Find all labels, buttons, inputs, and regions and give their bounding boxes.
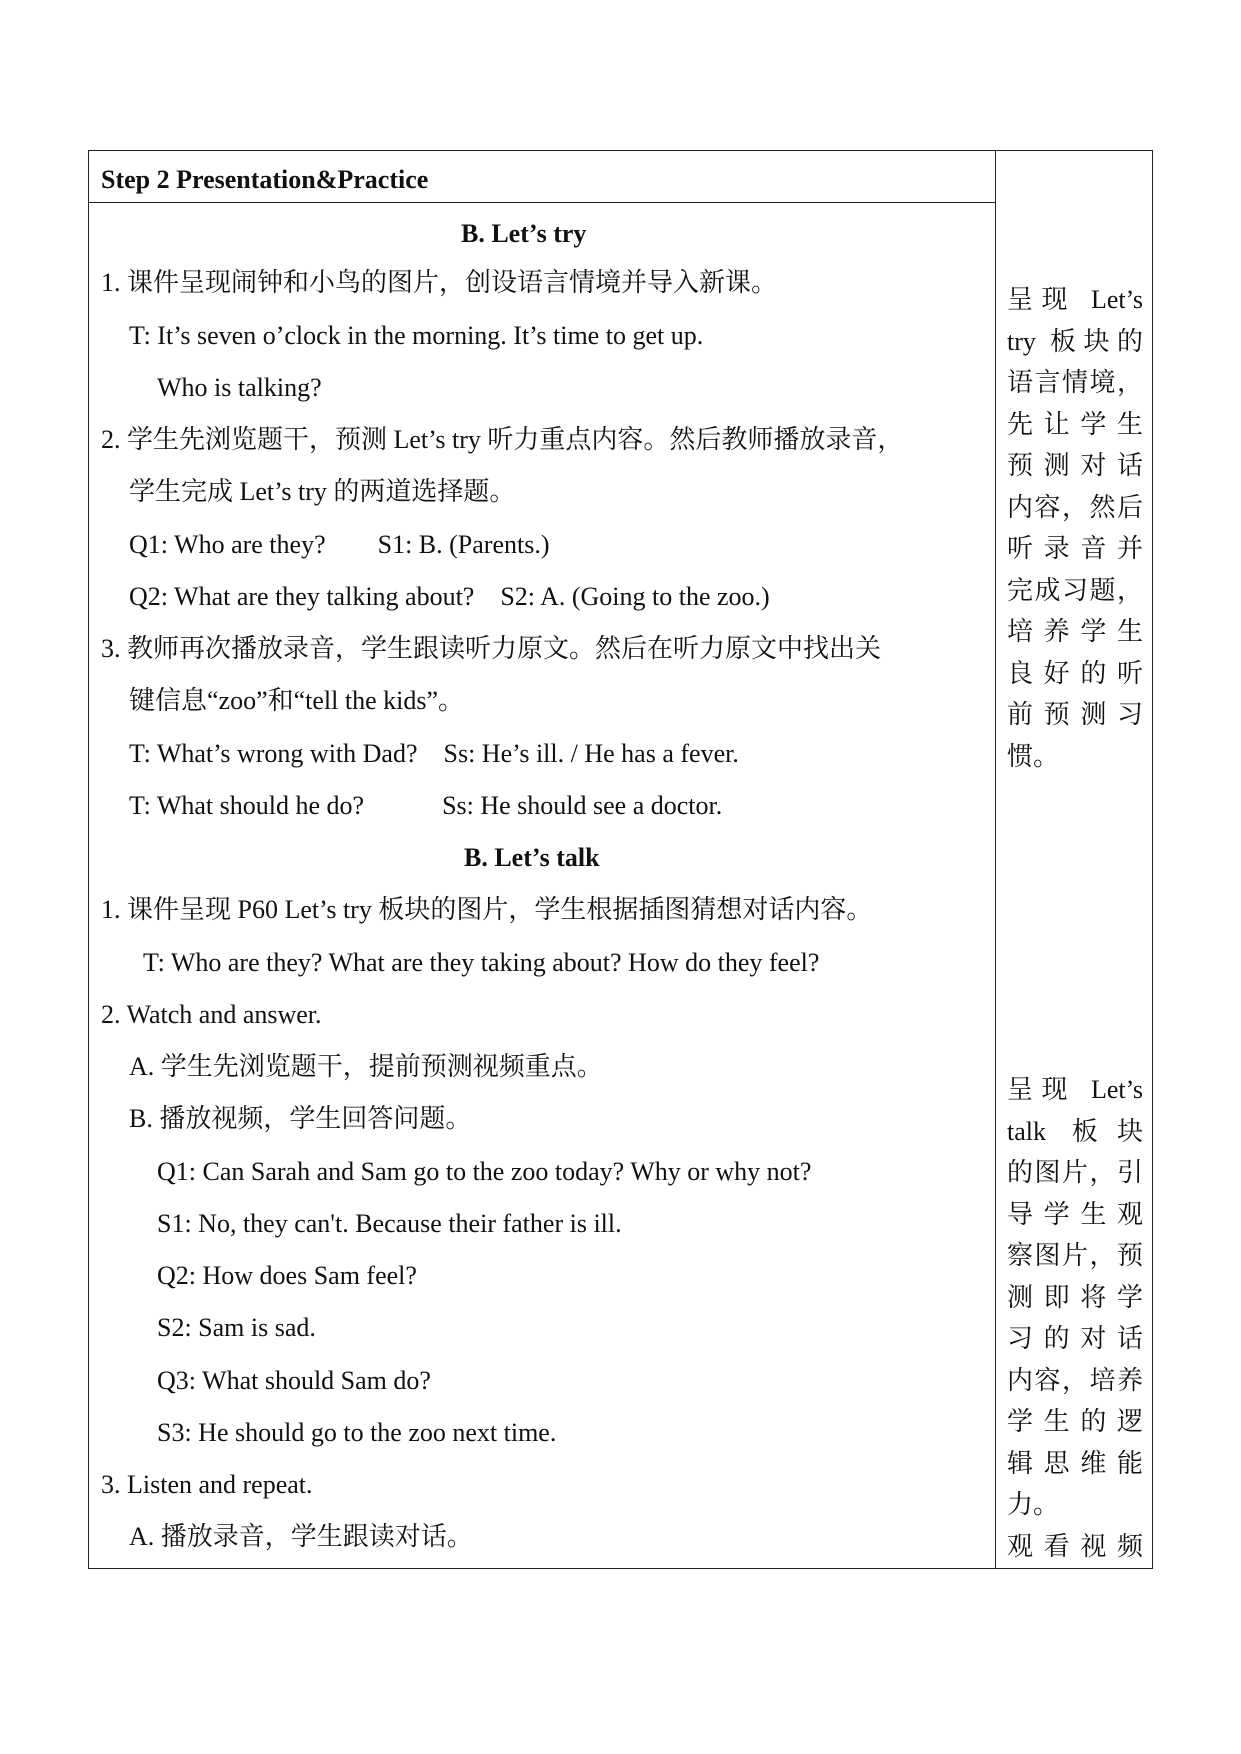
talk-line-4: A. 学生先浏览题干，提前预测视频重点。: [129, 1052, 603, 1081]
talk-section-heading: B. Let’s talk: [464, 843, 600, 872]
try-note-line: 惯。: [1007, 741, 1060, 771]
try-line-4: 2. 学生先浏览题干，预测 Let’s try 听力重点内容。然后教师播放录音，: [101, 425, 904, 454]
talk-line-5: B. 播放视频，学生回答问题。: [129, 1104, 472, 1133]
column-divider: [995, 151, 996, 1568]
try-line-6: Q1: Who are they? S1: B. (Parents.): [129, 530, 550, 559]
talk-line-13: A. 播放录音，学生跟读对话。: [129, 1522, 473, 1551]
try-note-line: 预测对话: [1007, 451, 1143, 480]
talk-line-7: S1: No, they can't. Because their father is ill.: [157, 1209, 622, 1238]
talk-line-9: S2: Sam is sad.: [157, 1313, 316, 1342]
lesson-plan-table: [88, 150, 1153, 1569]
try-line-7: Q2: What are they talking about? S2: A. (Going to the zoo.): [129, 582, 770, 611]
talk-line-11: S3: He should go to the zoo next time.: [157, 1418, 557, 1447]
try-note-line: 听录音并: [1007, 534, 1143, 563]
try-note-line: 先让学生: [1007, 409, 1143, 439]
talk-note-line: 学生的逻: [1007, 1407, 1143, 1436]
try-line-2: T: It’s seven o’clock in the morning. It’s time to get up.: [129, 321, 704, 350]
try-line-1: 1. 课件呈现闹钟和小鸟的图片，创设语言情境并导入新课。: [101, 268, 778, 297]
try-note-line: 培养学生: [1007, 617, 1143, 646]
try-line-5: 学生完成 Let’s try 的两道选择题。: [129, 477, 516, 506]
talk-note-line: 的图片，引: [1007, 1158, 1143, 1187]
talk-line-10: Q3: What should Sam do?: [157, 1366, 431, 1395]
talk-note-line: 呈现 Let’s: [1007, 1075, 1143, 1104]
talk-note-line: talk 板块: [1007, 1116, 1143, 1146]
talk-line-1: 1. 课件呈现 P60 Let’s try 板块的图片，学生根据插图猜想对话内容。: [101, 895, 873, 924]
try-line-11: T: What should he do? Ss: He should see a doctor.: [129, 791, 723, 820]
try-note-line: 语言情境，: [1007, 368, 1143, 397]
talk-line-12: 3. Listen and repeat.: [101, 1470, 313, 1499]
talk-line-2: T: Who are they? What are they taking about? How do they feel?: [143, 948, 820, 977]
try-line-10: T: What’s wrong with Dad? Ss: He’s ill. / He has a fever.: [129, 739, 739, 768]
try-note-line: 前预测习: [1007, 700, 1143, 729]
try-note-line: 内容，然后: [1007, 492, 1143, 522]
talk-line-8: Q2: How does Sam feel?: [157, 1261, 417, 1290]
talk-line-3: 2. Watch and answer.: [101, 1000, 322, 1029]
try-note-line: 呈现 Let’s: [1007, 285, 1143, 314]
try-design-note: [1007, 279, 1143, 777]
try-section-heading: B. Let’s try: [461, 219, 587, 248]
talk-note-line: 观看视频: [1007, 1531, 1143, 1561]
try-line-9: 键信息“zoo”和“tell the kids”。: [129, 686, 465, 715]
talk-note-line: 内容，培养: [1007, 1365, 1143, 1395]
talk-note-line: 察图片，预: [1007, 1241, 1143, 1270]
talk-note-line: 辑思维能: [1007, 1448, 1143, 1478]
step-title: Step 2 Presentation&Practice: [101, 165, 429, 194]
try-note-line: try 板块的: [1007, 326, 1143, 356]
try-note-line: 完成习题，: [1007, 575, 1143, 605]
talk-line-6: Q1: Can Sarah and Sam go to the zoo today? Why or why not?: [157, 1157, 812, 1186]
step-header-row: [89, 151, 995, 203]
talk-note-line: 力。: [1007, 1490, 1060, 1519]
talk-note-line: 测即将学: [1007, 1282, 1143, 1312]
try-line-3: Who is talking?: [157, 373, 322, 402]
talk-note-line: 导学生观: [1007, 1199, 1143, 1229]
talk-note-line: 习的对话: [1007, 1324, 1143, 1353]
try-line-8: 3. 教师再次播放录音，学生跟读听力原文。然后在听力原文中找出关: [101, 634, 882, 663]
talk-design-note: [1007, 1069, 1143, 1567]
try-note-line: 良好的听: [1007, 658, 1143, 688]
